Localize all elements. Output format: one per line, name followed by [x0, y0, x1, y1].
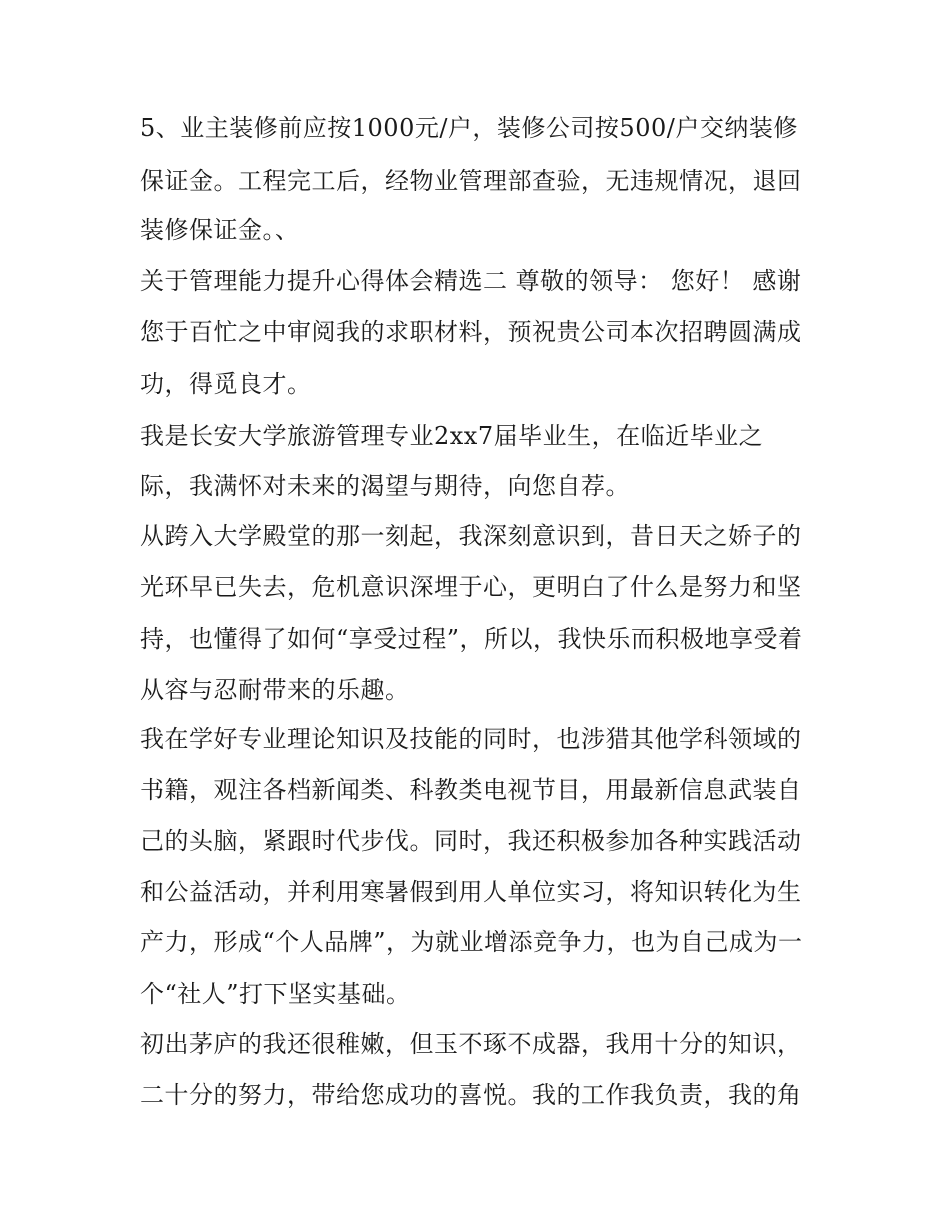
text-line: 从容与忍耐带来的乐趣。	[140, 676, 410, 704]
text-line: 保证金。工程完工后，经物业管理部查验，无违规情况，退回	[140, 167, 802, 195]
text-line: 我是长安大学旅游管理专业2xx7届毕业生，在临近毕业之	[140, 422, 764, 450]
text-line: 关于管理能力提升心得体会精选二 尊敬的领导： 您好！ 感谢	[140, 267, 802, 295]
text-line: 我在学好专业理论知识及技能的同时，也涉猎其他学科领域的	[140, 725, 802, 753]
text-line: 己的头脑，紧跟时代步伐。同时，我还积极参加各种实践活动	[140, 827, 802, 855]
text-line: 5、业主装修前应按1000元/户，装修公司按500/户交纳装修	[140, 114, 798, 142]
text-line: 产力，形成“个人品牌”，为就业增添竞争力，也为自己成为一	[140, 928, 803, 956]
text-line: 光环早已失去，危机意识深埋于心，更明白了什么是努力和坚	[140, 573, 802, 601]
text-line: 持，也懂得了如何“享受过程”，所以，我快乐而积极地享受着	[140, 625, 803, 653]
text-line: 个“社人”打下坚实基础。	[140, 980, 411, 1008]
text-line: 际，我满怀对未来的渴望与期待，向您自荐。	[140, 472, 630, 500]
text-line: 初出茅庐的我还很稚嫩，但玉不琢不成器，我用十分的知识，	[140, 1030, 802, 1058]
text-line: 从跨入大学殿堂的那一刻起，我深刻意识到，昔日天之娇子的	[140, 522, 802, 550]
text-line: 和公益活动，并利用寒暑假到用人单位实习，将知识转化为生	[140, 878, 802, 906]
text-line: 二十分的努力，带给您成功的喜悦。我的工作我负责，我的角	[140, 1081, 802, 1109]
text-line: 您于百忙之中审阅我的求职材料，预祝贵公司本次招聘圆满成	[140, 318, 802, 346]
text-line: 装修保证金。、	[140, 216, 300, 244]
text-line: 书籍，观注各档新闻类、科教类电视节目，用最新信息武装自	[140, 776, 802, 804]
text-line: 功，得觅良才。	[140, 370, 312, 398]
